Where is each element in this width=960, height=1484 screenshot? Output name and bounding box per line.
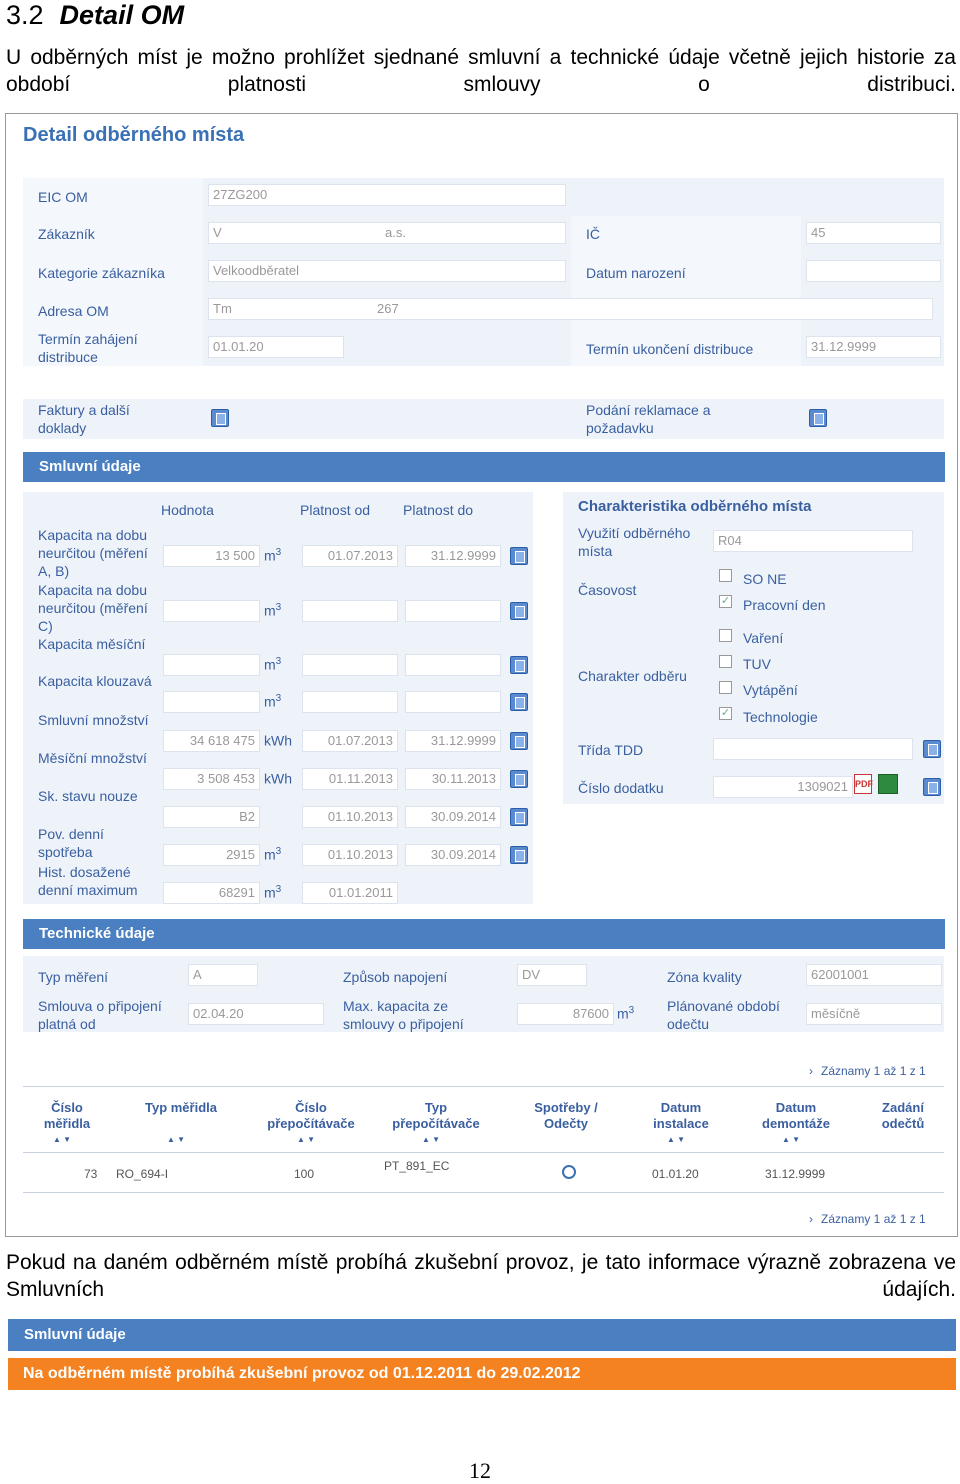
contract-to-field[interactable] [405, 600, 501, 622]
contract-from-field[interactable]: 02.04.20 [188, 1003, 324, 1025]
excel-icon[interactable] [878, 774, 898, 794]
contract-value-field[interactable]: 2915 [163, 844, 260, 866]
meter-column-header[interactable]: Datum instalace [653, 1100, 709, 1131]
sort-arrows-icon[interactable]: ▲ ▼ [422, 1135, 441, 1144]
contract-value-field[interactable]: 68291 [163, 882, 260, 904]
sort-arrows-icon[interactable]: ▲ ▼ [667, 1135, 686, 1144]
start-field[interactable]: 01.01.20 [208, 336, 344, 358]
checkbox-tuv[interactable] [719, 655, 732, 668]
maxcap-field[interactable]: 87600 [517, 1003, 614, 1025]
history-icon[interactable] [510, 547, 528, 565]
history-icon[interactable] [510, 808, 528, 826]
meter-type-field[interactable]: A [188, 964, 258, 986]
contract-from-field[interactable]: 01.01.2011 [302, 882, 398, 904]
contract-to-field[interactable] [405, 654, 501, 676]
meter-type-cell: RO_694-I [116, 1167, 169, 1181]
checkbox-vareni[interactable] [719, 629, 732, 642]
col-value-header: Hodnota [161, 502, 214, 518]
conv-num-cell: 100 [294, 1167, 315, 1181]
contract-value-field[interactable]: 34 618 475 [163, 730, 260, 752]
contract-from-field[interactable] [302, 600, 398, 622]
contract-value-field[interactable] [163, 691, 260, 713]
tdd-label: Třída TDD [578, 742, 644, 758]
contract-from-field[interactable] [302, 654, 398, 676]
address-field[interactable]: Tm 267 [208, 298, 933, 320]
contract-row-label: Hist. dosažené denní maximum [38, 864, 138, 898]
sort-arrows-icon[interactable]: ▲ ▼ [167, 1135, 186, 1144]
contract-unit: $m^3$ [264, 547, 282, 564]
contract-unit: $m^3$ [264, 656, 282, 673]
sort-arrows-icon[interactable]: ▲ ▼ [297, 1135, 316, 1144]
contract-to-field[interactable]: 31.12.9999 [405, 730, 501, 752]
char-opt-3: Vytápění [743, 682, 798, 698]
contract-row-label: Kapacita klouzavá [38, 673, 152, 689]
time-label: Časovost [578, 582, 637, 598]
contract-to-field[interactable]: 30.11.2013 [405, 768, 501, 790]
section-title: Detail OM [59, 0, 185, 30]
contract-row-label: Pov. denní spotřeba [38, 826, 104, 860]
contract-value-field[interactable] [163, 654, 260, 676]
birth-field[interactable] [806, 260, 941, 282]
contract-row-label: Kapacita na dobu neurčitou (měření C) [38, 582, 148, 634]
history-icon[interactable] [510, 770, 528, 788]
history-icon[interactable] [510, 693, 528, 711]
pager-bottom[interactable]: › Záznamy 1 až 1 z 1 [809, 1212, 926, 1226]
contract-unit: kWh [264, 732, 292, 749]
invoices-icon[interactable] [211, 409, 229, 427]
addendum-label: Číslo dodatku [578, 780, 664, 796]
history-icon[interactable] [510, 656, 528, 674]
complaint-label: Podání reklamace a požadavku [586, 402, 711, 436]
section-number: 3.2 [6, 0, 44, 30]
complaint-icon[interactable] [809, 409, 827, 427]
tdd-field[interactable] [713, 738, 913, 760]
usage-field[interactable]: R04 [713, 530, 913, 552]
technical-bar: Technické údaje [23, 919, 945, 949]
period-label: Plánované období odečtu [667, 998, 780, 1032]
search-icon[interactable] [562, 1165, 576, 1179]
contract-to-field[interactable]: 30.09.2014 [405, 844, 501, 866]
pager-top[interactable]: › Záznamy 1 až 1 z 1 [809, 1064, 926, 1078]
char-opt-2: TUV [743, 656, 771, 672]
end-field[interactable]: 31.12.9999 [806, 336, 941, 358]
checkbox-so-ne[interactable] [719, 569, 732, 582]
customer-label: Zákazník [38, 226, 95, 242]
connection-field[interactable]: DV [517, 964, 587, 986]
contract-unit: $m^3$ [264, 602, 282, 619]
contract-value-field[interactable]: 3 508 453 [163, 768, 260, 790]
addendum-field[interactable]: 1309021 [713, 776, 853, 798]
char-opt-4: Technologie [743, 709, 818, 725]
sort-arrows-icon[interactable]: ▲ ▼ [782, 1135, 801, 1144]
contract-row-label: Kapacita na dobu neurčitou (měření A, B) [38, 527, 148, 579]
invoices-label: Faktury a další doklady [38, 402, 130, 436]
ic-label: IČ [586, 226, 600, 242]
meter-column-header[interactable]: Typ přepočítávače [392, 1100, 480, 1131]
meter-column-header[interactable]: Zadání odečtů [881, 1100, 925, 1131]
time-opt-2: Pracovní den [743, 597, 826, 613]
meter-column-header[interactable]: Číslo přepočítávače [267, 1100, 355, 1131]
meter-column-header[interactable]: Číslo měřidla [43, 1100, 91, 1131]
history-icon[interactable] [510, 732, 528, 750]
col-to-header: Platnost do [403, 502, 474, 518]
contract-from-field[interactable]: 01.10.2013 [302, 806, 398, 828]
contract-value-field[interactable] [163, 600, 260, 622]
checkbox-technologie[interactable]: ✓ [720, 707, 731, 719]
page-number: 12 [469, 1458, 491, 1483]
banner-bar: Smluvní údaje [8, 1319, 956, 1351]
contract-unit: $m^3$ [264, 693, 282, 710]
addendum-icon[interactable] [923, 778, 941, 796]
sort-arrows-icon[interactable]: ▲ ▼ [53, 1135, 72, 1144]
eic-label: EIC OM [38, 189, 88, 205]
category-field[interactable]: Velkoodběratel [208, 260, 566, 282]
start-label: Termín zahájení distribuce [38, 331, 138, 365]
time-opt-1: SO NE [743, 571, 787, 587]
contract-from-label: Smlouva o připojení platná od [38, 998, 162, 1032]
contract-to-field[interactable] [405, 691, 501, 713]
removal-cell: 31.12.9999 [765, 1167, 826, 1181]
usage-label: Využití odběrného místa [578, 525, 691, 559]
contract-unit: $m^3$ [264, 884, 282, 901]
contract-value-field[interactable]: 13 500 [163, 545, 260, 567]
meter-num-cell: 73 [84, 1167, 98, 1181]
eic-field[interactable]: 27ZG200 [208, 184, 566, 206]
connection-label: Způsob napojení [343, 969, 448, 985]
checkbox-vytapeni[interactable] [719, 681, 732, 694]
zone-field[interactable]: 62001001 [806, 964, 942, 986]
end-label: Termín ukončení distribuce [586, 341, 754, 357]
history-icon[interactable] [510, 602, 528, 620]
conv-type-cell: PT_891_EC [384, 1159, 450, 1173]
contract-from-field[interactable]: 01.10.2013 [302, 844, 398, 866]
address-label: Adresa OM [38, 303, 109, 319]
char-opt-1: Vaření [743, 630, 784, 646]
intro-paragraph: U odběrných míst je možno prohlížet sjednané smluvní a technické údaje včetně jejich historie za období platnosti smlouvy o distribuci. [6, 46, 956, 96]
ic-field[interactable]: 45 [806, 222, 941, 244]
tdd-icon[interactable] [923, 740, 941, 758]
contract-to-field[interactable]: 30.09.2014 [405, 806, 501, 828]
pdf-icon[interactable]: PDF [854, 774, 872, 794]
contract-from-field[interactable]: 01.11.2013 [302, 768, 398, 790]
meter-column-header[interactable]: Spotřeby / Odečty [534, 1100, 598, 1131]
category-label: Kategorie zákazníka [38, 265, 165, 281]
maxcap-label: Max. kapacita ze smlouvy o připojení [343, 998, 464, 1032]
note-paragraph: Pokud na daném odběrném místě probíhá zkušební provoz, je tato informace výrazně zobrazena ve Smluvních údajích. [6, 1251, 956, 1301]
contract-from-field[interactable] [302, 691, 398, 713]
contract-unit: kWh [264, 770, 292, 787]
contract-row-label: Měsíční množství [38, 750, 147, 766]
install-cell: 01.01.20 [652, 1167, 699, 1181]
char-title: Charakteristika odběrného místa [578, 498, 812, 515]
contract-from-field[interactable]: 01.07.2013 [302, 545, 398, 567]
detail-screenshot [5, 113, 958, 1237]
meter-column-header[interactable]: Typ měřidla [144, 1100, 217, 1115]
customer-field[interactable]: V a.s. [208, 222, 566, 244]
meter-type-label: Typ měření [38, 969, 109, 985]
zone-label: Zóna kvality [667, 969, 742, 985]
checkbox-pracovni-den[interactable]: ✓ [720, 595, 731, 607]
period-field[interactable]: měsíčně [806, 1003, 942, 1025]
detail-title: Detail odběrného místa [23, 124, 245, 146]
contract-bar: Smluvní údaje [23, 452, 945, 482]
history-icon[interactable] [510, 846, 528, 864]
col-from-header: Platnost od [300, 502, 371, 518]
contract-unit: $m^3$ [264, 846, 282, 863]
contract-value-field[interactable]: B2 [163, 806, 260, 828]
contract-to-field[interactable]: 31.12.9999 [405, 545, 501, 567]
contract-row-label: Sk. stavu nouze [38, 788, 138, 804]
birth-label: Datum narození [586, 265, 686, 281]
contract-row-label: Kapacita měsíční [38, 636, 146, 652]
contract-from-field[interactable]: 01.07.2013 [302, 730, 398, 752]
trial-banner: Na odběrném místě probíhá zkušební provoz od 01.12.2011 do 29.02.2012 [8, 1358, 956, 1390]
maxcap-unit: $m^3$ [617, 1005, 635, 1022]
meter-column-header[interactable]: Datum demontáže [762, 1100, 830, 1131]
section-heading [6, 0, 184, 31]
contract-row-label: Smluvní množství [38, 712, 149, 728]
char-label: Charakter odběru [578, 668, 687, 684]
